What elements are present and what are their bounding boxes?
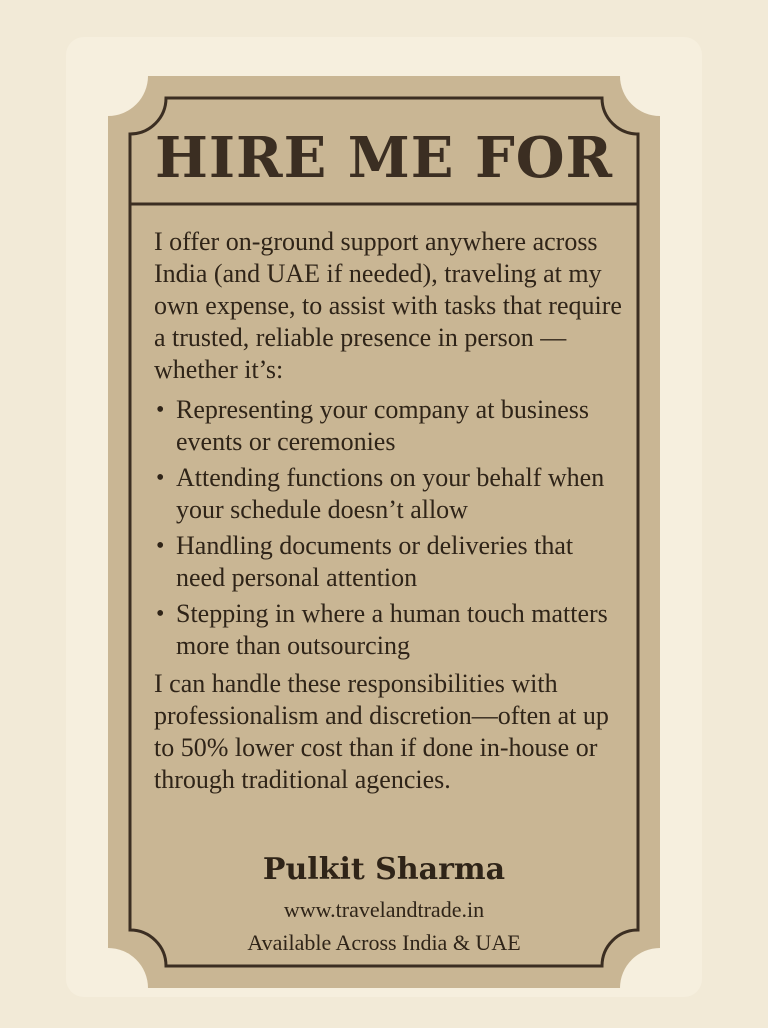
list-item: [154, 530, 624, 594]
list-item: [154, 394, 624, 458]
intro-paragraph: I offer on-ground support anywhere across India (and UAE if needed), traveling at my own expense, to assist with tasks that require a trusted, reliable presence in person — whether it’s:: [154, 227, 622, 384]
list-item-text: Handling documents or deliveries that need personal attention: [176, 531, 574, 592]
card-title: HIRE ME FOR: [154, 125, 614, 191]
closing-paragraph: I can handle these responsibilities with professionalism and discretion—often at up to 50% lower cost than if done in-house or through traditional agencies.: [154, 669, 609, 794]
hire-me-card: [108, 76, 660, 988]
list-item-text: Attending functions on your behalf when your schedule doesn’t allow: [176, 463, 605, 524]
contact-name: Pulkit Sharma: [262, 852, 506, 887]
availability-note: Available Across India & UAE: [247, 930, 521, 955]
list-item: [154, 462, 624, 526]
list-item: [154, 598, 624, 662]
bullet-icon: •: [156, 397, 165, 423]
services-list: [154, 394, 624, 662]
bullet-icon: •: [156, 465, 165, 491]
list-item-text: Stepping in where a human touch matters more than outsourcing: [176, 599, 608, 660]
bullet-icon: •: [156, 533, 165, 559]
bullet-icon: •: [156, 601, 165, 627]
list-item-text: Representing your company at business events or ceremonies: [176, 395, 590, 456]
card-body: [154, 226, 624, 796]
website-link[interactable]: www.travelandtrade.in: [283, 897, 485, 922]
